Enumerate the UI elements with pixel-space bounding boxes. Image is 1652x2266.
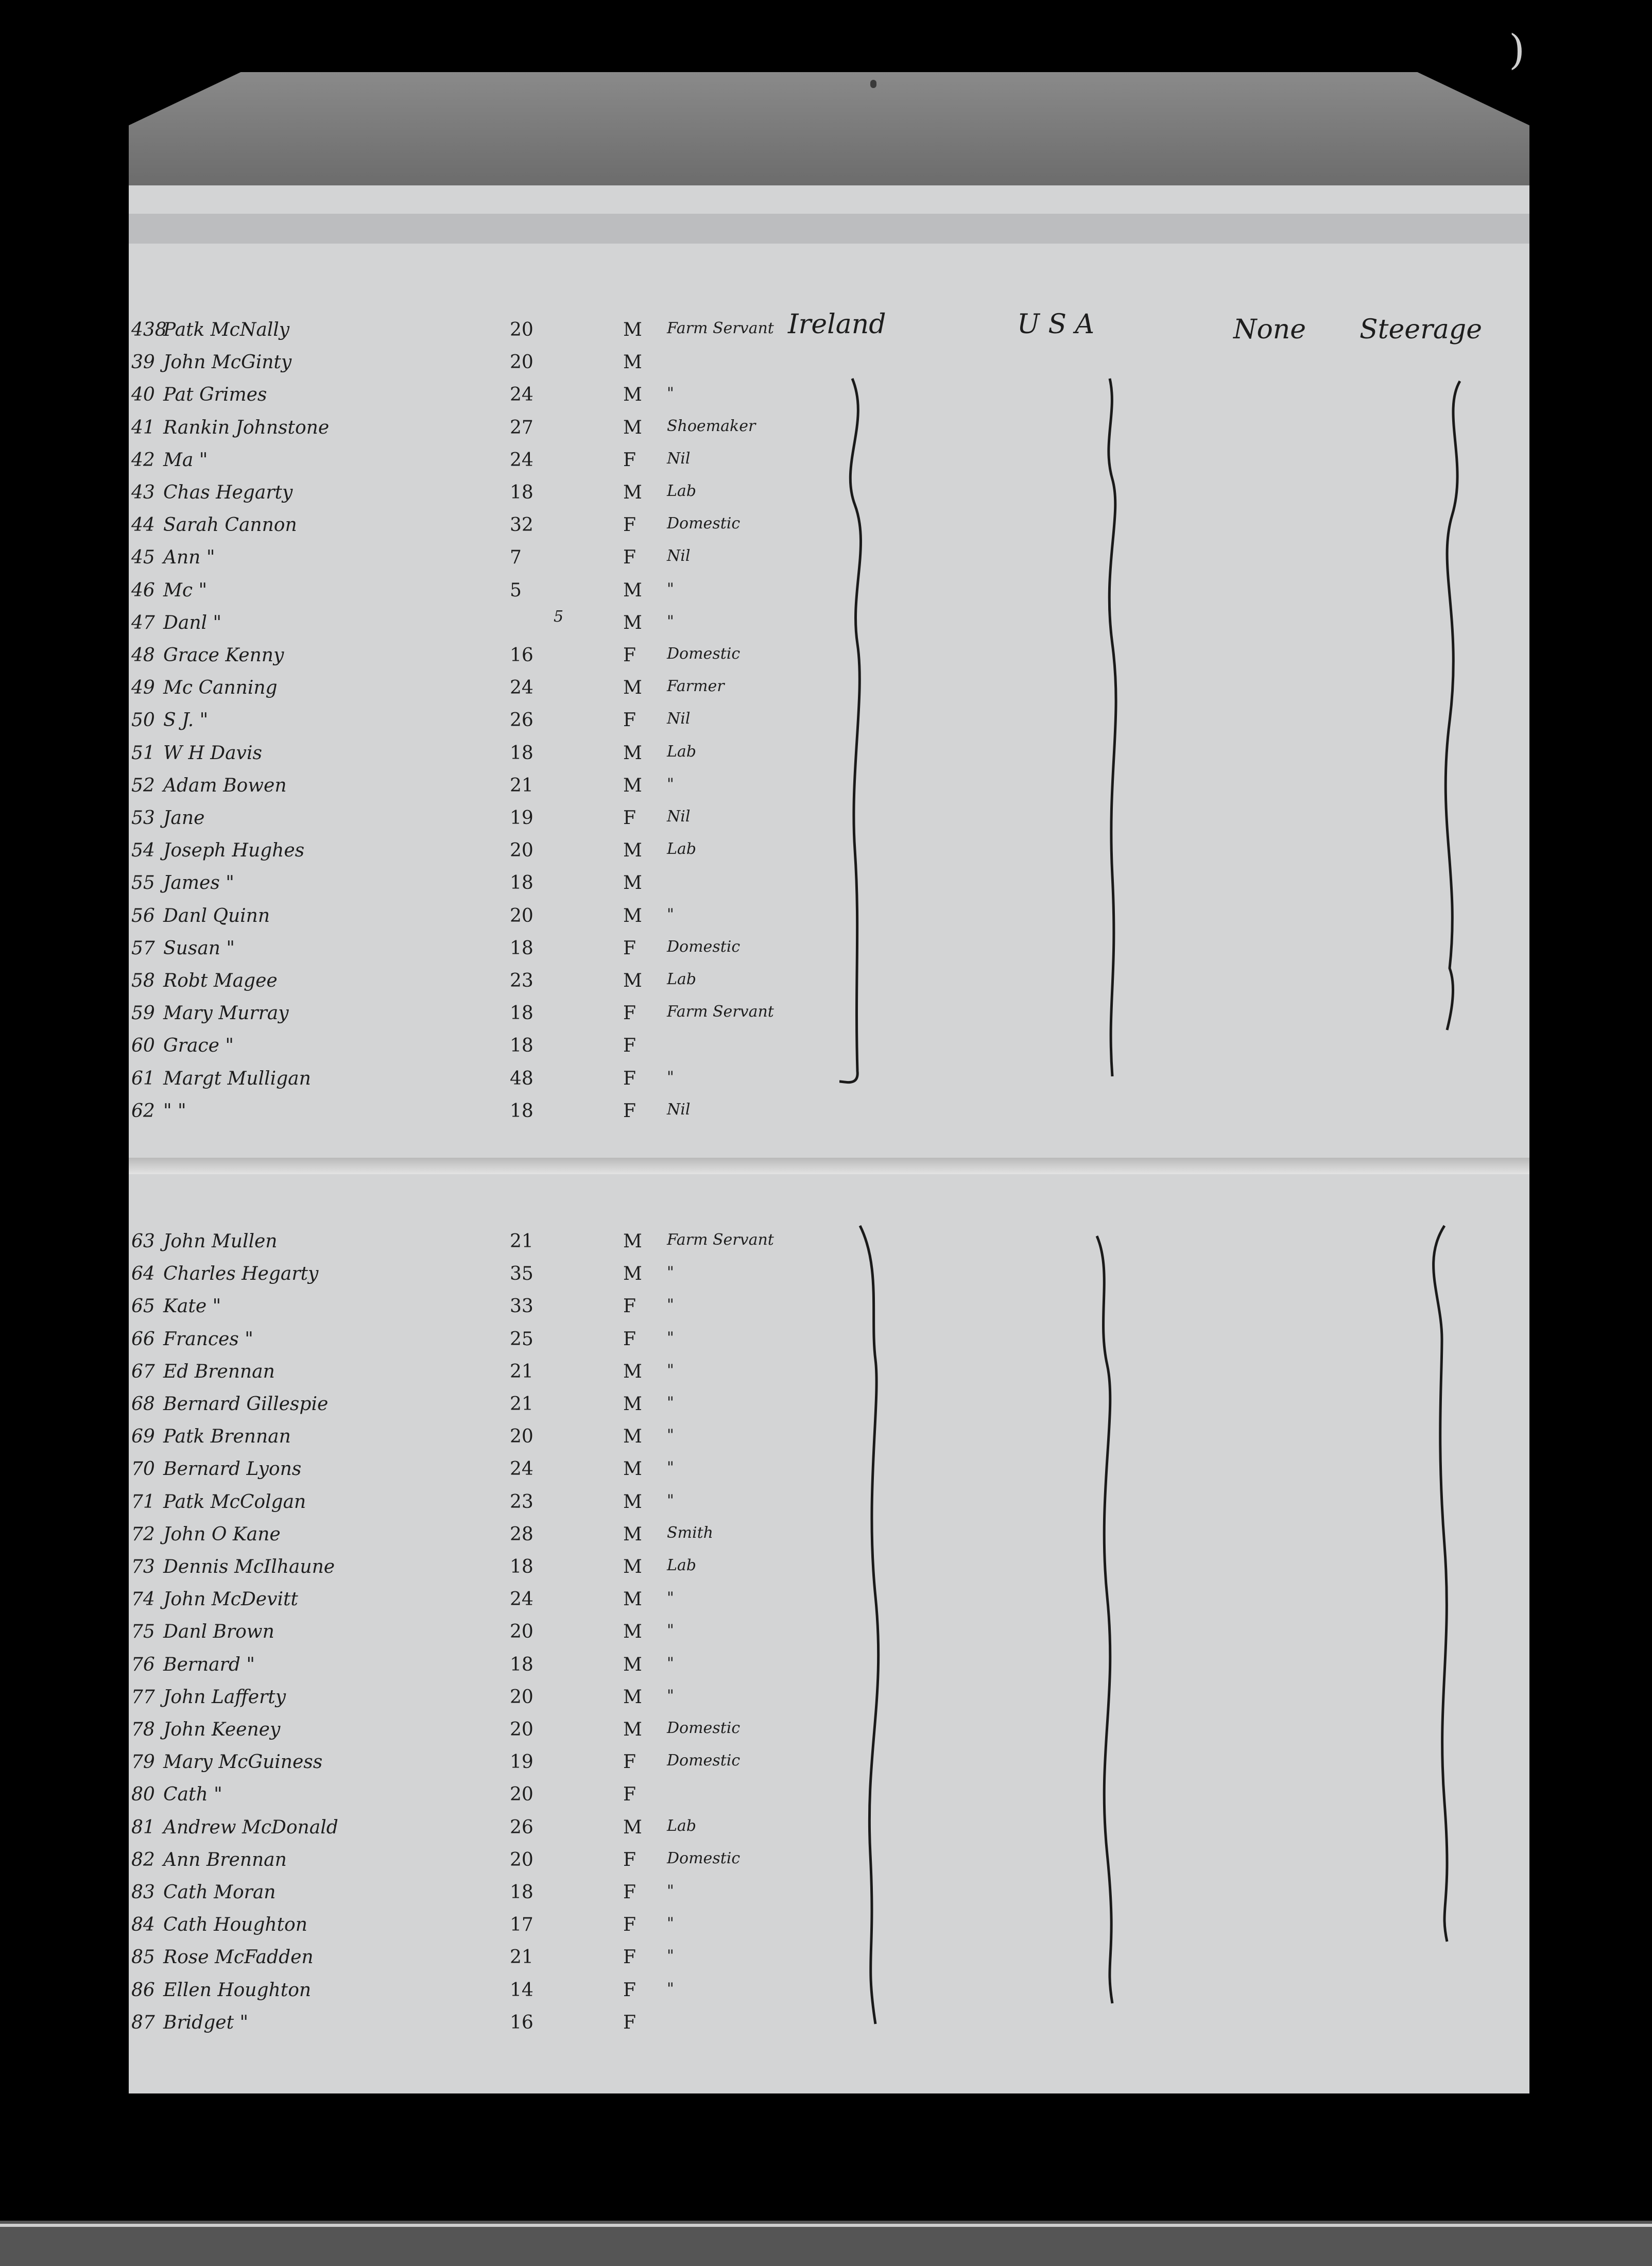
passenger-occupation: Farmer — [667, 677, 725, 696]
passenger-name: Cath " — [163, 1784, 222, 1806]
passenger-sex: F — [623, 1328, 636, 1350]
passenger-sex: M — [623, 1361, 642, 1382]
passenger-name: Mary Murray — [163, 1003, 289, 1024]
bottom-bar — [0, 2221, 1652, 2266]
passenger-name: Ellen Houghton — [163, 1979, 312, 2001]
passenger-name: Dennis McIlhaune — [163, 1556, 335, 1577]
passenger-name: Andrew McDonald — [163, 1816, 338, 1838]
entry-number: 59 — [131, 1003, 155, 1024]
passenger-age: 21 — [510, 1231, 534, 1252]
passenger-sex: F — [623, 547, 636, 569]
header-destination: U S A — [1017, 309, 1095, 340]
entry-number: 60 — [131, 1035, 155, 1057]
passenger-age: 18 — [510, 1035, 534, 1057]
passenger-age: 18 — [510, 1003, 534, 1024]
passenger-sex: F — [623, 1100, 636, 1122]
entry-number: 66 — [131, 1328, 155, 1350]
passenger-occupation: Nil — [667, 1100, 691, 1119]
passenger-occupation: " — [667, 1947, 674, 1965]
entry-number: 68 — [131, 1394, 155, 1415]
passenger-age: 19 — [510, 808, 534, 829]
entry-number: 64 — [131, 1263, 155, 1285]
passenger-age: 18 — [510, 1654, 534, 1675]
passenger-name: Charles Hegarty — [163, 1263, 319, 1285]
passenger-sex: M — [623, 352, 642, 373]
passenger-age: 24 — [510, 677, 534, 699]
passenger-sex: M — [623, 1621, 642, 1643]
passenger-name: Joseph Hughes — [163, 840, 305, 862]
passenger-sex: M — [623, 1491, 642, 1513]
passenger-age: 27 — [510, 417, 534, 438]
passenger-age: 20 — [510, 1849, 534, 1870]
passenger-sex: F — [623, 1947, 636, 1968]
passenger-name: Danl " — [163, 612, 222, 633]
passenger-name: Jane — [163, 808, 205, 829]
passenger-age: 18 — [510, 937, 534, 959]
passenger-name: Ann Brennan — [163, 1849, 287, 1870]
ditto-line-passage-upper — [1445, 381, 1460, 1030]
passenger-occupation: Lab — [667, 840, 697, 859]
passenger-name: Rose McFadden — [163, 1947, 314, 1968]
passenger-age: 48 — [510, 1068, 534, 1089]
passenger-sex: M — [623, 1523, 642, 1545]
passenger-occupation: " — [667, 1686, 674, 1705]
passenger-sex: F — [623, 1914, 636, 1936]
passenger-occupation: Shoemaker — [667, 417, 756, 435]
entry-number: 74 — [131, 1589, 155, 1610]
passenger-occupation: " — [667, 1621, 674, 1640]
passenger-name: Bernard Lyons — [163, 1458, 302, 1480]
passenger-sex: M — [623, 319, 642, 340]
passenger-sex: M — [623, 677, 642, 699]
passenger-age: 7 — [510, 547, 522, 569]
passenger-name: John Mullen — [163, 1231, 278, 1252]
passenger-sex: F — [623, 710, 636, 731]
entry-number: 70 — [131, 1458, 155, 1480]
passenger-age: 18 — [510, 1100, 534, 1122]
passenger-age: 20 — [510, 905, 534, 926]
passenger-age: 24 — [510, 449, 534, 471]
passenger-age: 20 — [510, 840, 534, 862]
passenger-name: John Keeney — [163, 1719, 281, 1740]
passenger-occupation: Nil — [667, 710, 691, 728]
entry-number: 44 — [131, 514, 155, 536]
entry-number: 78 — [131, 1719, 155, 1740]
passenger-age: 21 — [510, 775, 534, 796]
passenger-age: 24 — [510, 1589, 534, 1610]
passenger-occupation: Farm Servant — [667, 1231, 774, 1249]
passenger-name: Susan " — [163, 937, 235, 959]
passenger-name: James " — [163, 872, 234, 894]
passenger-age: 17 — [510, 1914, 534, 1936]
passenger-occupation: " — [667, 1914, 674, 1933]
passenger-sex: M — [623, 1816, 642, 1838]
entry-number: 67 — [131, 1361, 155, 1382]
passenger-sex: M — [623, 384, 642, 406]
entry-number: 80 — [131, 1784, 155, 1806]
passenger-sex: M — [623, 742, 642, 764]
passenger-name: John McGinty — [163, 352, 292, 373]
passenger-occupation: " — [667, 384, 674, 403]
entry-number: 87 — [131, 2012, 155, 2033]
passenger-name: Chas Hegarty — [163, 482, 293, 503]
passenger-sex: M — [623, 1426, 642, 1448]
header-country: Ireland — [788, 309, 886, 340]
passenger-occupation: Nil — [667, 449, 691, 468]
passenger-occupation: " — [667, 1491, 674, 1509]
entry-number: 77 — [131, 1686, 155, 1708]
passenger-age: 24 — [510, 384, 534, 406]
passenger-name: Bernard Gillespie — [163, 1394, 329, 1415]
entry-number: 76 — [131, 1654, 155, 1675]
passenger-name: Cath Houghton — [163, 1914, 307, 1936]
passenger-occupation: Nil — [667, 547, 691, 565]
passenger-age: 18 — [510, 1882, 534, 1903]
passenger-sex: F — [623, 1035, 636, 1057]
passenger-sex: F — [623, 645, 636, 666]
passenger-sex: F — [623, 937, 636, 959]
passenger-occupation: " — [667, 905, 674, 923]
passenger-name: Bridget " — [163, 2012, 249, 2033]
passenger-occupation: " — [667, 1328, 674, 1347]
passenger-age: 20 — [510, 352, 534, 373]
passenger-sex: F — [623, 449, 636, 471]
entry-number: 49 — [131, 677, 155, 699]
entry-number: 65 — [131, 1296, 155, 1317]
passenger-age: 26 — [510, 1816, 534, 1838]
passenger-sex: M — [623, 417, 642, 438]
passenger-age: 20 — [510, 1686, 534, 1708]
passenger-age: 23 — [510, 1491, 534, 1513]
passenger-occupation: " — [667, 1296, 674, 1314]
passenger-occupation: " — [667, 1654, 674, 1672]
passenger-name: Grace " — [163, 1035, 234, 1057]
passenger-age: 21 — [510, 1361, 534, 1382]
entry-number: 61 — [131, 1068, 155, 1089]
passenger-sex: M — [623, 1556, 642, 1577]
passenger-name: Ann " — [163, 547, 215, 569]
corner-mark: ) — [1509, 26, 1525, 74]
passenger-occupation: " — [667, 1979, 674, 1998]
passenger-age: 28 — [510, 1523, 534, 1545]
entry-number: 71 — [131, 1491, 155, 1513]
entry-number: 41 — [131, 417, 155, 438]
passenger-sex: M — [623, 1394, 642, 1415]
entry-number: 85 — [131, 1947, 155, 1968]
passenger-occupation: Domestic — [667, 1719, 741, 1737]
passenger-age: 18 — [510, 1556, 534, 1577]
entry-number: 51 — [131, 742, 155, 764]
passenger-name: " " — [163, 1100, 186, 1122]
entry-number: 62 — [131, 1100, 155, 1122]
passenger-name: S J. " — [163, 710, 209, 731]
passenger-age: 20 — [510, 1426, 534, 1448]
entry-number: 82 — [131, 1849, 155, 1870]
passenger-name: Grace Kenny — [163, 645, 284, 666]
passenger-name: Danl Quinn — [163, 905, 270, 926]
passenger-age: 25 — [510, 1328, 534, 1350]
passenger-occupation: Smith — [667, 1523, 713, 1542]
passenger-name: Patk McNally — [163, 319, 290, 340]
passenger-sex: F — [623, 2012, 636, 2033]
passenger-sex: F — [623, 1752, 636, 1773]
bottom-line — [0, 2224, 1652, 2227]
passenger-age: 21 — [510, 1394, 534, 1415]
passenger-name: Mc Canning — [163, 677, 278, 699]
ditto-line-destination-upper — [1109, 379, 1116, 1076]
passenger-occupation: Lab — [667, 742, 697, 761]
passenger-name: Pat Grimes — [163, 384, 267, 406]
passenger-occupation: " — [667, 1426, 674, 1445]
passenger-sex: M — [623, 1589, 642, 1610]
entry-number: 55 — [131, 872, 155, 894]
passenger-occupation: " — [667, 1394, 674, 1412]
passenger-name: Patk McColgan — [163, 1491, 306, 1513]
entry-number: 79 — [131, 1752, 155, 1773]
entry-number: 58 — [131, 970, 155, 991]
passenger-occupation: " — [667, 1361, 674, 1379]
passenger-name: W H Davis — [163, 742, 262, 764]
passenger-name: Robt Magee — [163, 970, 278, 991]
ditto-line-passage-lower — [1434, 1226, 1447, 1942]
passenger-age: 26 — [510, 710, 534, 731]
entry-number: 50 — [131, 710, 155, 731]
passenger-sex: M — [623, 579, 642, 601]
passenger-name: Mary McGuiness — [163, 1752, 323, 1773]
passenger-age: 23 — [510, 970, 534, 991]
passenger-name: Danl Brown — [163, 1621, 274, 1643]
passenger-occupation: Lab — [667, 1816, 697, 1835]
passenger-occupation: Domestic — [667, 1849, 741, 1867]
passenger-sex: F — [623, 514, 636, 536]
entry-number: 54 — [131, 840, 155, 862]
entry-number: 75 — [131, 1621, 155, 1643]
entry-number: 84 — [131, 1914, 155, 1936]
passenger-occupation: Domestic — [667, 645, 741, 663]
passenger-sex: M — [623, 612, 642, 633]
passenger-occupation: " — [667, 579, 674, 598]
passenger-occupation: Domestic — [667, 514, 741, 533]
passenger-age: 21 — [510, 1947, 534, 1968]
passenger-occupation: Farm Servant — [667, 319, 774, 337]
ditto-line-destination-lower — [1097, 1236, 1112, 2003]
passenger-sex: M — [623, 1231, 642, 1252]
passenger-age: 5 — [510, 579, 522, 601]
passenger-sex: F — [623, 1068, 636, 1089]
entry-number: 45 — [131, 547, 155, 569]
passenger-age: 20 — [510, 1719, 534, 1740]
passenger-name: John Lafferty — [163, 1686, 286, 1708]
ditto-line-country-lower — [860, 1226, 879, 2024]
passenger-name: Adam Bowen — [163, 775, 287, 796]
entry-number: 438 — [131, 319, 167, 340]
passenger-age: 18 — [510, 872, 534, 894]
passenger-name: Patk Brennan — [163, 1426, 291, 1448]
entry-number: 39 — [131, 352, 155, 373]
entry-number: 46 — [131, 579, 155, 601]
passenger-age: 19 — [510, 1752, 534, 1773]
passenger-age: 32 — [510, 514, 534, 536]
passenger-occupation: " — [667, 1589, 674, 1607]
passenger-age: 18 — [510, 742, 534, 764]
passenger-occupation: Domestic — [667, 937, 741, 956]
passenger-occupation: Lab — [667, 1556, 697, 1574]
passenger-name: John McDevitt — [163, 1589, 298, 1610]
passenger-sex: M — [623, 840, 642, 862]
passenger-occupation: Farm Servant — [667, 1003, 774, 1021]
passenger-sex: F — [623, 1849, 636, 1870]
passenger-age: 35 — [510, 1263, 534, 1285]
passenger-occupation: " — [667, 612, 674, 630]
passenger-age: 20 — [510, 1621, 534, 1643]
passenger-age: 14 — [510, 1979, 534, 2001]
passenger-name: Mc " — [163, 579, 208, 601]
passenger-occupation: " — [667, 1882, 674, 1900]
entry-number: 42 — [131, 449, 155, 471]
passenger-name: Ma " — [163, 449, 208, 471]
passenger-age: 18 — [510, 482, 534, 503]
passenger-age: 16 — [510, 2012, 534, 2033]
passenger-sex: M — [623, 1719, 642, 1740]
passenger-occupation: " — [667, 1068, 674, 1086]
passenger-sex: M — [623, 905, 642, 926]
passenger-name: Ed Brennan — [163, 1361, 275, 1382]
passenger-sex: F — [623, 1296, 636, 1317]
passenger-occupation: " — [667, 1263, 674, 1282]
entry-number: 83 — [131, 1882, 155, 1903]
passenger-name: Cath Moran — [163, 1882, 276, 1903]
entry-number: 53 — [131, 808, 155, 829]
passenger-name: Bernard " — [163, 1654, 255, 1675]
header-passage: Steerage — [1360, 314, 1482, 345]
passenger-occupation: " — [667, 775, 674, 793]
passenger-sex: F — [623, 1979, 636, 2001]
entry-number: 63 — [131, 1231, 155, 1252]
passenger-sex: F — [623, 808, 636, 829]
passenger-occupation: Domestic — [667, 1752, 741, 1770]
passenger-sex: M — [623, 482, 642, 503]
passenger-occupation: Lab — [667, 482, 697, 500]
entry-number: 73 — [131, 1556, 155, 1577]
passenger-name: Sarah Cannon — [163, 514, 297, 536]
entry-number: 56 — [131, 905, 155, 926]
passenger-age: 16 — [510, 645, 534, 666]
entry-number: 43 — [131, 482, 155, 503]
passenger-name: John O Kane — [163, 1523, 281, 1545]
header-none: None — [1233, 314, 1306, 345]
entry-number: 48 — [131, 645, 155, 666]
passenger-occupation: Nil — [667, 808, 691, 826]
passenger-occupation: " — [667, 1458, 674, 1477]
passenger-sex: F — [623, 1882, 636, 1903]
entry-number: 69 — [131, 1426, 155, 1448]
passenger-occupation: Lab — [667, 970, 697, 988]
passenger-sex: F — [623, 1784, 636, 1806]
passenger-sex: M — [623, 1686, 642, 1708]
passenger-name: Frances " — [163, 1328, 253, 1350]
margin-mark: 5 — [554, 608, 564, 626]
entry-number: 57 — [131, 937, 155, 959]
ditto-line-country-upper — [839, 379, 861, 1083]
entry-number: 52 — [131, 775, 155, 796]
entry-number: 47 — [131, 612, 155, 633]
passenger-sex: M — [623, 1263, 642, 1285]
passenger-name: Kate " — [163, 1296, 221, 1317]
passenger-sex: M — [623, 775, 642, 796]
entry-number: 72 — [131, 1523, 155, 1545]
entry-number: 40 — [131, 384, 155, 406]
passenger-name: Margt Mulligan — [163, 1068, 311, 1089]
passenger-age: 24 — [510, 1458, 534, 1480]
passenger-sex: M — [623, 872, 642, 894]
passenger-age: 33 — [510, 1296, 534, 1317]
passenger-name: Rankin Johnstone — [163, 417, 330, 438]
passenger-age: 20 — [510, 319, 534, 340]
entry-number: 86 — [131, 1979, 155, 2001]
passenger-sex: M — [623, 1654, 642, 1675]
passenger-sex: M — [623, 1458, 642, 1480]
passenger-age: 20 — [510, 1784, 534, 1806]
passenger-sex: M — [623, 970, 642, 991]
entry-number: 81 — [131, 1816, 155, 1838]
passenger-sex: F — [623, 1003, 636, 1024]
